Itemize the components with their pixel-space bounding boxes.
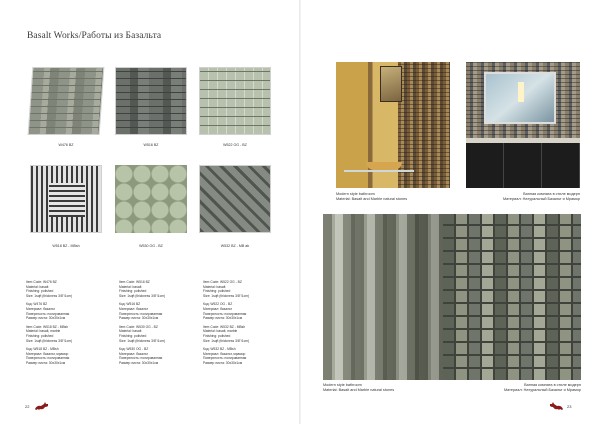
spec-line: Item Code: W516 BZ [119,280,150,284]
bathroom-photo-1 [336,62,450,188]
spec-column-2 [119,280,199,366]
spec-column-3 [203,280,283,366]
spec-line: Код: W476 BZ [26,302,48,307]
spec-line: Material: basalt [203,284,226,289]
cat-logo-icon [34,401,50,411]
spec-line: Размер листа: 30x30x1см [26,360,66,365]
tile-image-w532 [199,165,271,233]
spec-line: Материал: базальт [119,351,148,356]
spec-line: Material: basalt [26,284,49,289]
spec-line: Поверхность: полированная [119,311,163,316]
spec-line: Finishing: polished [203,333,231,338]
spec-line: Поверхность: полированная [119,356,163,361]
spec-line: Size: 1sqft (thickness 3/8"/1cm) [203,293,250,298]
page-title: Basalt Works/Работы из Базальта [27,31,162,41]
spec-line: Материал: базальт [119,306,148,311]
caption-line: Material: Basalt and Marble natural stones [323,388,395,392]
spec-line: Размер листа: 30x30x1см [203,316,243,321]
tile-caption: W532 BZ - MB ab [220,244,250,248]
cat-logo-icon [548,401,564,411]
spec-line: Поверхность: полированная [203,311,247,316]
caption-line: Материал: Натуральный Базальт и Мрамор [502,197,580,201]
spec-line: Размер листа: 30x30x1см [119,316,159,321]
spec-line: Код: W522 OG - BZ [203,302,233,307]
page-number-left: 22 [25,404,30,409]
spec-line: Material: basalt, marble [203,329,238,334]
page-number-right: 23 [567,404,572,409]
caption-line: Modern style bathroom [323,383,362,387]
bathroom-photo-3 [323,214,581,380]
photo-caption-4 [441,383,581,393]
spec-line: Материал: базальт, мрамор [26,351,69,356]
spec-line: Item Code: W530 OG - BZ [119,324,158,329]
spec-line: Код: W532 BZ - MBsh [203,347,236,352]
spec-line: Код: W518 BZ - MBsh [26,347,59,352]
tile-caption: W476 BZ [58,143,74,147]
tile-image-w522 [199,67,271,135]
spec-line: Код: W516 BZ [119,302,141,307]
spec-line: Finishing: polished [119,289,147,294]
caption-line: Ванная комната в стиле модерн [523,192,580,196]
tile-image-w476 [28,67,105,135]
caption-line: Материал: Натуральный Базальт и Мрамор [503,388,581,392]
spec-line: Размер листа: 30x30x1см [119,360,159,365]
spec-line: Материал: базальт [26,306,55,311]
spec-line: Size: 1sqft (thickness 3/8"/1cm) [203,338,250,343]
bathroom-photo-2 [466,62,580,188]
spec-line: Material: basalt, marble [26,329,61,334]
caption-line: Ванная комната в стиле модерн [524,383,581,387]
spec-line: Item Code: W532 BZ - MBsh [203,324,246,329]
spec-line: Size: 1sqft (thickness 3/8"/1cm) [26,293,73,298]
spec-line: Finishing: polished [26,333,54,338]
caption-line: Material: Basalt and Marble natural stones [336,197,408,201]
tile-image-w518 [30,165,102,233]
page-fold [299,0,301,424]
spec-line: Материал: базальт [203,306,232,311]
spec-line: Поверхность: полированная [203,356,247,361]
spec-line: Finishing: polished [203,289,231,294]
spec-line: Размер листа: 30x30x1см [203,360,243,365]
spec-line: Item Code: W522 OG - BZ [203,280,242,284]
spec-line: Поверхность: полированная [26,356,70,361]
caption-line: Modern style bathroom [336,192,375,196]
spec-line: Size: 1sqft (thickness 3/8"/1cm) [119,293,166,298]
spec-line: Finishing: polished [119,333,147,338]
tile-caption: W518 BZ - MBsh [52,244,80,248]
spec-line: Material: basalt [119,284,142,289]
spec-line: Item Code: W518 BZ - MBsh [26,324,69,329]
spec-line: Материал: базальт, мрамор [203,351,246,356]
spec-line: Material: basalt [119,329,142,334]
tile-caption: W516 BZ [143,143,159,147]
spec-line: Размер листа: 30x30x1см [26,316,66,321]
tile-caption: W530 OG - BZ [139,244,163,248]
tile-image-w530 [115,165,187,233]
photo-caption-2 [440,192,580,202]
spec-line: Поверхность: полированная [26,311,70,316]
spec-line: Size: 1sqft (thickness 3/8"/1cm) [119,338,166,343]
tile-image-w516 [115,67,187,135]
spec-line: Size: 1sqft (thickness 3/8"/1cm) [26,338,73,343]
spec-line: Код: W530 OG - BZ [119,347,149,352]
tile-caption: W522 OG - BZ [223,143,247,147]
spec-column-1 [26,280,106,366]
spec-line: Item Code: W476 BZ [26,280,57,284]
spec-line: Finishing: polished [26,289,54,294]
